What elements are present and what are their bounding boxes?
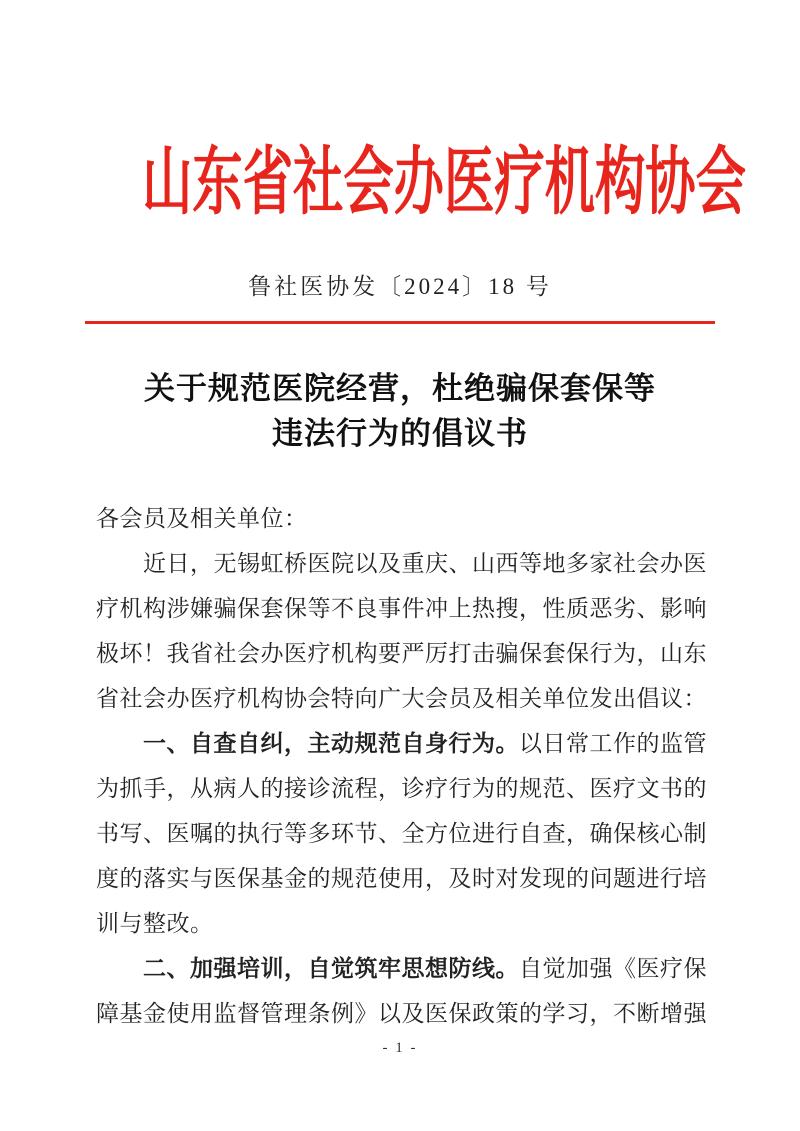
body-text: 各会员及相关单位： (96, 506, 308, 531)
body-text: 省社会办医疗机构协会特向广大会员及相关单位发出倡议： (96, 686, 707, 711)
document-title (0, 366, 800, 456)
body-line (96, 811, 707, 856)
body-text: 近日，无锡虹桥医院以及重庆、山西等地多家社会办医 (143, 551, 707, 576)
body-line (96, 496, 704, 541)
letterhead (0, 136, 800, 230)
body-line (96, 721, 707, 766)
body-text: 为抓手，从病人的接诊流程，诊疗行为的规范、医疗文书的 (96, 776, 707, 801)
body-text: 度的落实与医保基金的规范使用，及时对发现的问题进行培 (96, 866, 707, 891)
document-title-line-2: 违法行为的倡议书 (272, 416, 528, 451)
letterhead-red-rule (85, 321, 715, 324)
document-title-line-1: 关于规范医院经营，杜绝骗保套保等 (144, 371, 656, 406)
document-number: 鲁社医协发〔2024〕18 号 (248, 274, 552, 299)
body-emphasis-text: 二、加强培训，自觉筑牢思想防线。 (143, 956, 519, 981)
letterhead-org-name: 山东省社会办医疗机构协会 (142, 142, 746, 224)
body-text: 疗机构涉嫌骗保套保等不良事件冲上热搜，性质恶劣、影响 (96, 596, 707, 621)
body-line (96, 856, 707, 901)
body-line (96, 766, 707, 811)
body-line (96, 946, 707, 991)
body-line (96, 901, 704, 946)
body-line (96, 631, 707, 676)
body-text: 自觉加强《医疗保 (519, 956, 707, 981)
body-emphasis-text: 一、自查自纠，主动规范自身行为。 (143, 731, 519, 756)
body-text: 障基金使用监督管理条例》以及医保政策的学习，不断增强 (96, 1001, 707, 1026)
page-number: - 1 - (382, 1040, 418, 1056)
body-text: 以日常工作的监管 (519, 731, 707, 756)
body-line (96, 586, 707, 631)
body-line (96, 676, 707, 721)
body-line (96, 541, 707, 586)
body-line (96, 991, 707, 1036)
body-text: 极坏！我省社会办医疗机构要严厉打击骗保套保行为，山东 (96, 641, 707, 666)
body-text: 训与整改。 (96, 911, 214, 936)
body-text: 书写、医嘱的执行等多环节、全方位进行自查，确保核心制 (96, 821, 707, 846)
document-body (96, 496, 707, 1036)
